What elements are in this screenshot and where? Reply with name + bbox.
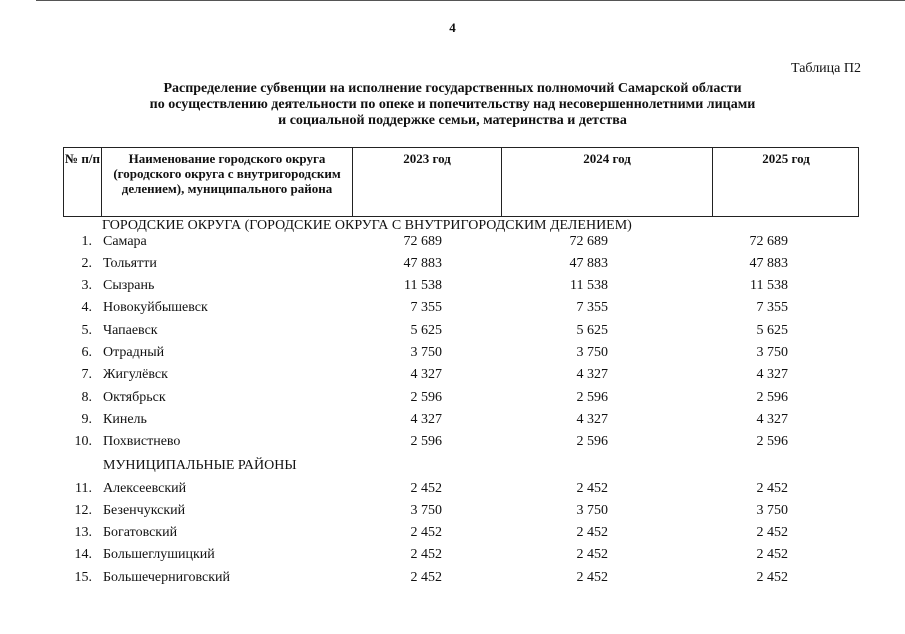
value-2023: 2 452	[410, 481, 442, 496]
table-row	[0, 234, 905, 256]
value-2024: 47 883	[569, 256, 608, 271]
row-name: Кинель	[103, 412, 147, 427]
value-2025: 2 452	[756, 481, 788, 496]
row-number: 4.	[81, 300, 92, 315]
value-2025: 3 750	[756, 345, 788, 360]
value-2024: 2 596	[576, 434, 608, 449]
table-row	[0, 367, 905, 389]
table-row	[0, 323, 905, 345]
value-2025: 3 750	[756, 503, 788, 518]
row-number: 5.	[81, 323, 92, 338]
section-row	[0, 458, 905, 480]
value-2025: 7 355	[756, 300, 788, 315]
row-name: Жигулёвск	[103, 367, 168, 382]
table-row	[0, 256, 905, 278]
value-2024: 3 750	[576, 503, 608, 518]
row-name: Большечерниговский	[103, 570, 231, 585]
header-num: № п/п	[65, 151, 100, 166]
header-name: Наименование городского округа (городского округа с внутригородским делением), муниципального района	[101, 148, 352, 216]
title-line: и социальной поддержке семьи, материнства и детства	[278, 113, 627, 128]
value-2023: 11 538	[404, 278, 442, 293]
table-row	[0, 525, 905, 547]
row-name: Самара	[103, 234, 147, 249]
header-2023: 2023 год	[352, 148, 501, 216]
row-name: Алексеевский	[103, 481, 187, 496]
value-2024: 5 625	[576, 323, 608, 338]
document-title	[0, 81, 905, 129]
value-2023: 4 327	[410, 367, 442, 382]
row-number: 2.	[81, 256, 92, 271]
value-2023: 2 452	[410, 525, 442, 540]
table-row	[0, 300, 905, 322]
value-2023: 2 452	[410, 547, 442, 562]
row-name: Октябрьск	[103, 390, 166, 405]
value-2025: 2 452	[756, 547, 788, 562]
row-number: 10.	[74, 434, 92, 449]
value-2023: 72 689	[403, 234, 442, 249]
value-2025: 4 327	[756, 412, 788, 427]
value-2024: 4 327	[576, 412, 608, 427]
row-name: Сызрань	[103, 278, 155, 293]
table-row	[0, 570, 905, 592]
row-name: Богатовский	[103, 525, 178, 540]
row-name: Похвистнево	[103, 434, 181, 449]
value-2024: 7 355	[576, 300, 608, 315]
value-2023: 3 750	[410, 345, 442, 360]
section-title-districts: МУНИЦИПАЛЬНЫЕ РАЙОНЫ	[103, 458, 297, 473]
row-number: 7.	[81, 367, 92, 382]
row-name: Большеглушицкий	[103, 547, 215, 562]
row-number: 13.	[74, 525, 92, 540]
table-row	[0, 390, 905, 412]
value-2025: 2 596	[756, 390, 788, 405]
row-number: 6.	[81, 345, 92, 360]
value-2025: 2 452	[756, 570, 788, 585]
value-2025: 72 689	[749, 234, 788, 249]
row-name: Отрадный	[103, 345, 165, 360]
table-header	[63, 147, 859, 217]
value-2023: 2 596	[410, 390, 442, 405]
row-name: Чапаевск	[103, 323, 158, 338]
value-2023: 2 452	[410, 570, 442, 585]
value-2023: 7 355	[410, 300, 442, 315]
value-2023: 47 883	[403, 256, 442, 271]
value-2024: 2 596	[576, 390, 608, 405]
row-number: 9.	[81, 412, 92, 427]
row-number: 3.	[81, 278, 92, 293]
title-line: по осуществлению деятельности по опеке и попечительству над несовершеннолетними лицами	[149, 97, 756, 112]
value-2024: 2 452	[576, 547, 608, 562]
row-name: Безенчукский	[103, 503, 186, 518]
table-row	[0, 481, 905, 503]
value-2024: 2 452	[576, 570, 608, 585]
value-2025: 4 327	[756, 367, 788, 382]
row-name: Новокуйбышевск	[103, 300, 208, 315]
row-number: 11.	[75, 481, 92, 496]
row-number: 14.	[74, 547, 92, 562]
header-2025: 2025 год	[712, 148, 859, 216]
value-2025: 11 538	[750, 278, 788, 293]
table-row	[0, 412, 905, 434]
value-2024: 4 327	[576, 367, 608, 382]
table-row	[0, 547, 905, 569]
table-row	[0, 434, 905, 456]
table-row	[0, 345, 905, 367]
page-number: 4	[449, 20, 456, 35]
table-row	[0, 503, 905, 525]
row-name: Тольятти	[103, 256, 157, 271]
value-2024: 11 538	[570, 278, 608, 293]
value-2024: 72 689	[569, 234, 608, 249]
value-2023: 4 327	[410, 412, 442, 427]
row-number: 8.	[81, 390, 92, 405]
header-2024: 2024 год	[501, 148, 712, 216]
row-number: 12.	[74, 503, 92, 518]
value-2025: 47 883	[749, 256, 788, 271]
page-top-border	[36, 0, 905, 1]
value-2024: 3 750	[576, 345, 608, 360]
row-number: 1.	[81, 234, 92, 249]
table-label: Таблица П2	[791, 61, 861, 76]
title-line: Распределение субвенции на исполнение государственных полномочий Самарской области	[163, 81, 742, 96]
value-2023: 2 596	[410, 434, 442, 449]
row-number: 15.	[74, 570, 92, 585]
section-title-urban: ГОРОДСКИЕ ОКРУГА (ГОРОДСКИЕ ОКРУГА С ВНУТРИГОРОДСКИМ ДЕЛЕНИЕМ)	[102, 218, 632, 233]
value-2023: 3 750	[410, 503, 442, 518]
value-2023: 5 625	[410, 323, 442, 338]
value-2024: 2 452	[576, 481, 608, 496]
value-2024: 2 452	[576, 525, 608, 540]
table-row	[0, 278, 905, 300]
value-2025: 2 596	[756, 434, 788, 449]
value-2025: 2 452	[756, 525, 788, 540]
value-2025: 5 625	[756, 323, 788, 338]
